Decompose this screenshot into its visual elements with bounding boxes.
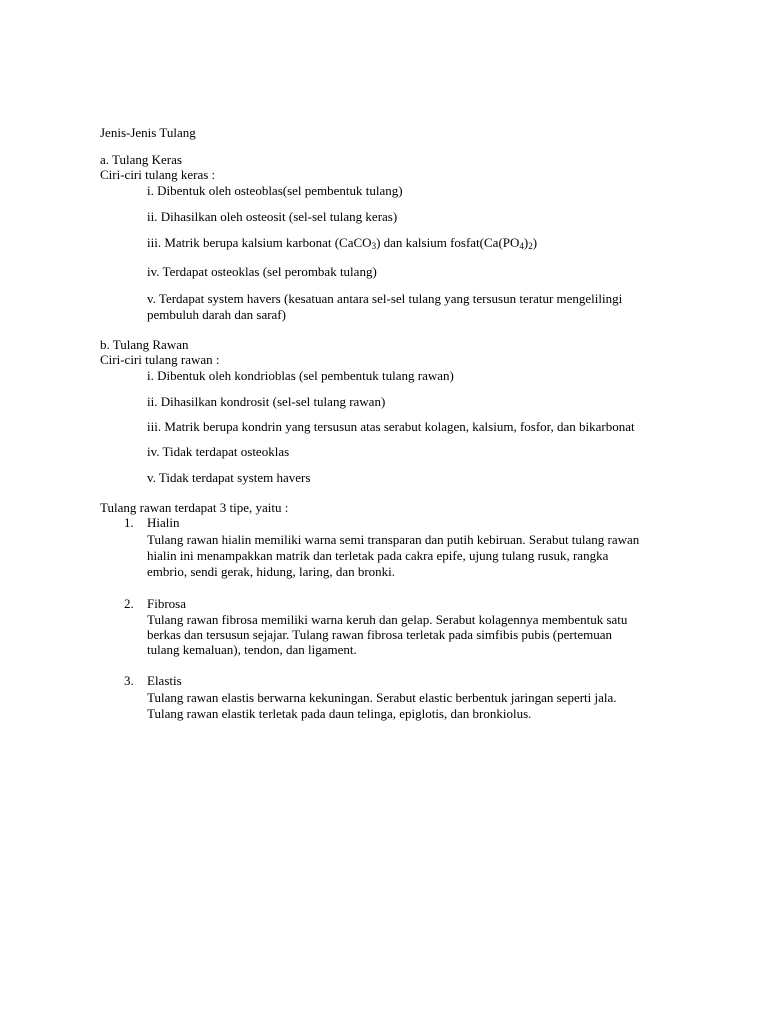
section-b-item-5: v. Tidak terdapat system havers [147,470,311,485]
section-a-intro: Ciri-ciri tulang keras : [100,167,216,182]
section-a-item-5-line-2: pembuluh darah dan saraf) [147,307,286,322]
section-b-item-1: i. Dibentuk oleh kondrioblas (sel pembentuk tulang rawan) [147,368,454,383]
type-2-name: Fibrosa [147,596,186,611]
type-3-number: 3. [124,673,134,688]
section-b-intro: Ciri-ciri tulang rawan : [100,352,220,367]
section-b-item-4: iv. Tidak terdapat osteoklas [147,444,290,459]
section-a-item-5-line-1: v. Terdapat system havers (kesatuan antara sel-sel tulang yang tersusun teratur mengelilingi [147,291,623,306]
type-3-desc-line-1: Tulang rawan elastis berwarna kekuningan. Serabut elastic berbentuk jaringan seperti jala. [147,690,617,705]
section-a-item-1: i. Dibentuk oleh osteoblas(sel pembentuk tulang) [147,183,403,198]
type-1-name: Hialin [147,515,180,530]
section-a-item-4: iv. Terdapat osteoklas (sel perombak tulang) [147,264,377,279]
type-1-number: 1. [124,515,134,530]
section-b-item-2: ii. Dihasilkan kondrosit (sel-sel tulang rawan) [147,394,386,409]
section-a-heading: a. Tulang Keras [100,152,182,167]
page-title: Jenis-Jenis Tulang [100,125,196,140]
section-a-item-3: iii. Matrik berupa kalsium karbonat (CaCO$_3$) dan kalsium $fosfat(Ca(PO_4)_2)$ [147,235,538,251]
types-intro: Tulang rawan terdapat 3 tipe, yaitu : [100,500,289,515]
type-3-desc-line-2: Tulang rawan elastik terletak pada daun telinga, epiglotis, dan bronkiolus. [147,706,532,721]
type-2-desc-line-3: tulang kemaluan), tendon, dan ligament. [147,642,357,657]
type-2-number: 2. [124,596,134,611]
type-2-desc-line-2: berkas dan tersusun sejajar. Tulang rawan fibrosa terletak pada simfibis pubis (pertemuan [147,627,612,642]
section-a-item-2: ii. Dihasilkan oleh osteosit (sel-sel tulang keras) [147,209,398,224]
type-1-desc-line-1: Tulang rawan hialin memiliki warna semi transparan dan putih kebiruan. Serabut tulang rawan [147,532,640,547]
section-b-item-3: iii. Matrik berupa kondrin yang tersusun atas serabut kolagen, kalsium, fosfor, dan bikarbonat [147,419,635,434]
type-1-desc-line-3: embrio, sendi gerak, hidung, laring, dan bronki. [147,564,396,579]
type-2-desc-line-1: Tulang rawan fibrosa memiliki warna keruh dan gelap. Serabut kolagennya membentuk satu [147,612,628,627]
section-b-heading: b. Tulang Rawan [100,337,189,352]
type-3-name: Elastis [147,673,182,688]
type-1-desc-line-2: hialin ini menampakkan matrik dan terletak pada cakra epife, ujung tulang rusuk, rangka [147,548,609,563]
